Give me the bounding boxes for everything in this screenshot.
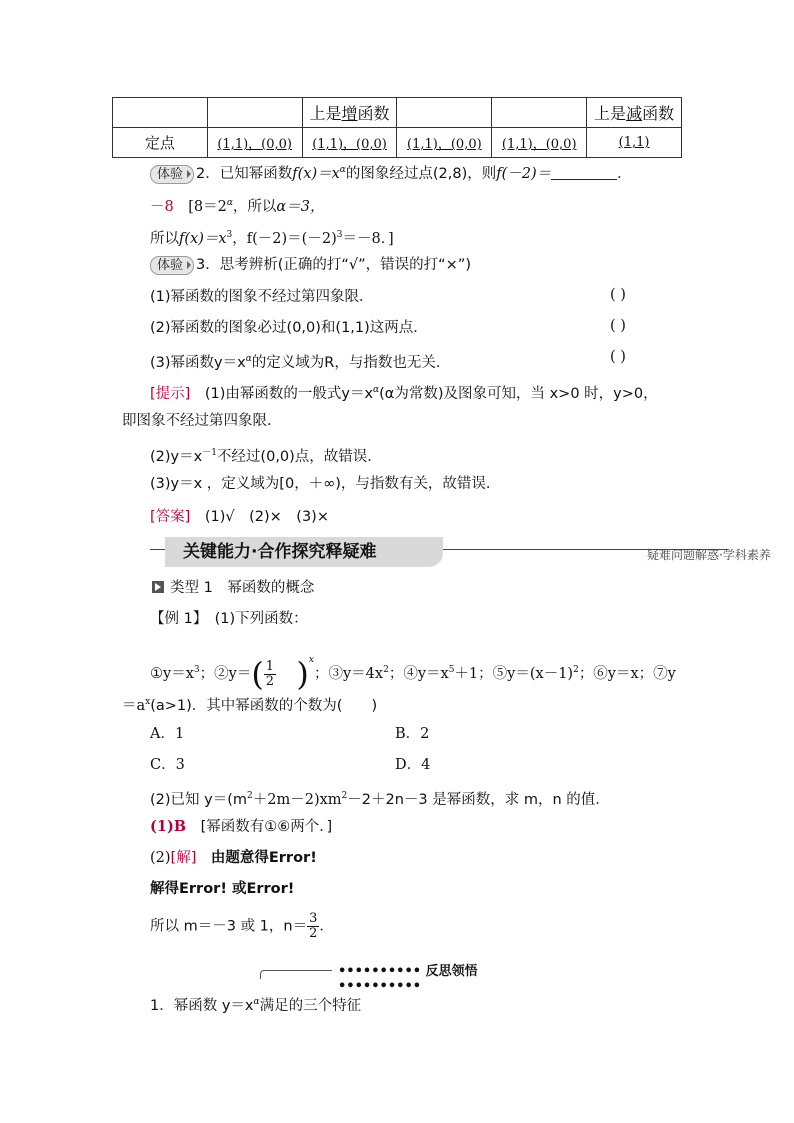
text: (2)已知 y＝(m: [150, 791, 248, 808]
text: 5: [448, 665, 455, 676]
answer-red: (1)B: [150, 818, 187, 835]
text: (2)y＝x: [150, 448, 203, 465]
experience-3-title: [150, 255, 471, 275]
text: α＝3，: [276, 198, 325, 215]
section-subtitle: 疑难问题解惑·学科素养: [647, 548, 771, 562]
text: 2: [341, 791, 348, 801]
text: (a>1)．其中幂函数的个数为( ): [150, 697, 378, 714]
section-banner: 关键能力·合作探究释疑难: [165, 537, 443, 567]
reflection-header: [260, 960, 566, 994]
experience-2-answer-line2: [150, 225, 394, 249]
text: ．: [617, 165, 632, 182]
text: －1: [202, 448, 217, 458]
text: ；③y＝4x: [313, 666, 384, 682]
table-cell: (1,1)，(0,0): [397, 128, 492, 158]
text: 2．已知幂函数: [196, 165, 293, 182]
option-b[interactable]: B．2: [395, 726, 430, 742]
table-cell: 定点: [113, 128, 208, 158]
judge-item-3: [150, 349, 450, 373]
underline-text: 减: [626, 104, 643, 123]
table-cell: [113, 98, 208, 128]
hint-line-4: (3)y＝x ，定义域为[0，＋∞)，与指数有关，故错误．: [150, 476, 501, 492]
question-2: [150, 786, 610, 810]
text: (1)√ (2)× (3)×: [204, 509, 329, 525]
solution-label: [解]: [170, 850, 197, 866]
text: ＝－8．]: [342, 230, 394, 247]
text: ；⑥y＝x；⑦y: [578, 666, 676, 682]
text: 3．思考辨析(正确的打“√”，错误的打“×”): [196, 257, 471, 273]
experience-2-question: [150, 160, 632, 184]
solution-3: 解得Error! 或Error!: [150, 881, 295, 897]
text: ；②y＝: [199, 666, 252, 682]
text: 所以: [150, 230, 179, 247]
text: α: [373, 385, 380, 395]
table-cell: (1,1)，(0,0): [207, 128, 302, 158]
text: 2: [309, 926, 318, 941]
text: x: [145, 697, 151, 707]
hint-line-1: [150, 380, 658, 404]
reflection-label: •••••••••• 反思领悟 ••••••••••: [332, 960, 566, 994]
answer-label: [答案]: [150, 509, 191, 525]
table-cell: (1,1)，(0,0): [492, 128, 587, 158]
text: 1: [265, 658, 275, 674]
table-cell: (1,1)，(0,0): [302, 128, 397, 158]
text: x: [308, 655, 314, 665]
judge-paren-3[interactable]: ( ): [610, 349, 626, 365]
text: 的定义域为R，与指数也无关．: [251, 354, 451, 371]
text: 2: [383, 665, 389, 676]
text: 所以 m＝－3 或 1，n＝: [150, 918, 308, 935]
text: ．: [319, 918, 334, 935]
text: ＝a: [122, 697, 146, 714]
text: 1．幂函数 y＝x: [150, 997, 254, 1014]
text: 3: [309, 911, 318, 926]
solution-1: [150, 817, 332, 837]
text: 反思领悟: [425, 964, 478, 979]
text: 3: [226, 230, 233, 240]
text: (3)幂函数y＝x: [150, 354, 246, 371]
text: f(x)＝x: [179, 230, 227, 247]
text: [8＝2: [188, 198, 227, 215]
play-triangle-icon: [152, 581, 164, 593]
solution-4: [150, 912, 334, 941]
text: [幂函数有①⑥两个．]: [186, 819, 333, 835]
answer-blank[interactable]: [551, 165, 617, 180]
table-cell-increasing: 上是增函数: [302, 98, 397, 128]
text: (2): [150, 850, 171, 866]
hint-line-2: 即图象不经过第四象限．: [122, 413, 282, 429]
text: 3: [193, 665, 200, 676]
text: 3: [336, 230, 343, 240]
judge-item-1: (1)幂函数的图象不经过第四象限．: [150, 289, 374, 305]
text: 2: [247, 791, 253, 801]
table-cell: [207, 98, 302, 128]
text: α: [339, 165, 346, 175]
judge-paren-2[interactable]: ( ): [610, 318, 626, 334]
text: 不经过(0,0)点，故错误．: [216, 448, 382, 465]
text: ；④y＝x: [388, 666, 449, 682]
text: 的图象经过点(2,8)，则: [345, 165, 497, 182]
text: ①y＝x: [150, 666, 194, 682]
judge-item-2: (2)幂函数的图象必过(0,0)和(1,1)这两点．: [150, 320, 428, 336]
solution-2: [150, 848, 317, 868]
text: ，f(－2)＝(－2): [232, 230, 337, 247]
experience-2-answer: [150, 193, 324, 217]
type-heading: [152, 578, 314, 598]
text: α: [245, 354, 252, 364]
text: －2＋2n－3 是幂函数，求 m，n 的值．: [347, 791, 610, 808]
text: α: [226, 198, 233, 208]
text: 满足的三个特征: [259, 997, 362, 1014]
power-function-table: [112, 97, 682, 158]
function-list-cont: [122, 692, 377, 716]
hint-line-3: [150, 443, 382, 467]
answer-red: －8: [150, 198, 174, 215]
table-row: [113, 128, 682, 158]
paren-right: ): [276, 655, 309, 693]
reflection-point-1: [150, 992, 361, 1016]
answer-line: [150, 507, 329, 527]
experience-tag: 体验: [150, 165, 194, 184]
fraction: [264, 660, 276, 689]
text: 类型 1 幂函数的概念: [170, 580, 315, 596]
table-cell: [492, 98, 587, 128]
text: ＋1；⑤y＝(x－1): [454, 666, 574, 682]
text: 由题意得Error!: [196, 850, 317, 866]
text: α: [253, 997, 260, 1007]
text: ，所以: [232, 198, 277, 215]
fraction: [307, 912, 319, 941]
table-cell: (1,1): [587, 128, 682, 158]
text: (α为常数)及图象可知，当 x>0 时，y>0，: [379, 385, 658, 402]
paren-left: (: [251, 655, 264, 693]
option-a[interactable]: A．1: [150, 726, 185, 742]
judge-paren-1[interactable]: ( ): [610, 287, 626, 303]
example-heading: 【例 1】 (1)下列函数：: [150, 611, 308, 627]
experience-tag: 体验: [150, 256, 194, 275]
text: 2: [573, 665, 579, 676]
table-row: [113, 98, 682, 128]
option-d[interactable]: D．4: [395, 757, 431, 773]
text: f(x)＝x: [292, 165, 340, 182]
option-c[interactable]: C．3: [150, 757, 185, 773]
text: 2: [265, 673, 275, 689]
function-list: [150, 650, 676, 693]
text: (1)由幂函数的一般式y＝x: [204, 385, 374, 402]
table-cell-decreasing: 上是减函数: [587, 98, 682, 128]
text: f(－2)＝: [496, 165, 552, 182]
text: ＋2m－2)xm: [252, 791, 342, 808]
table-cell: [397, 98, 492, 128]
hint-label: [提示]: [150, 385, 191, 402]
underline-text: 增: [341, 104, 358, 123]
